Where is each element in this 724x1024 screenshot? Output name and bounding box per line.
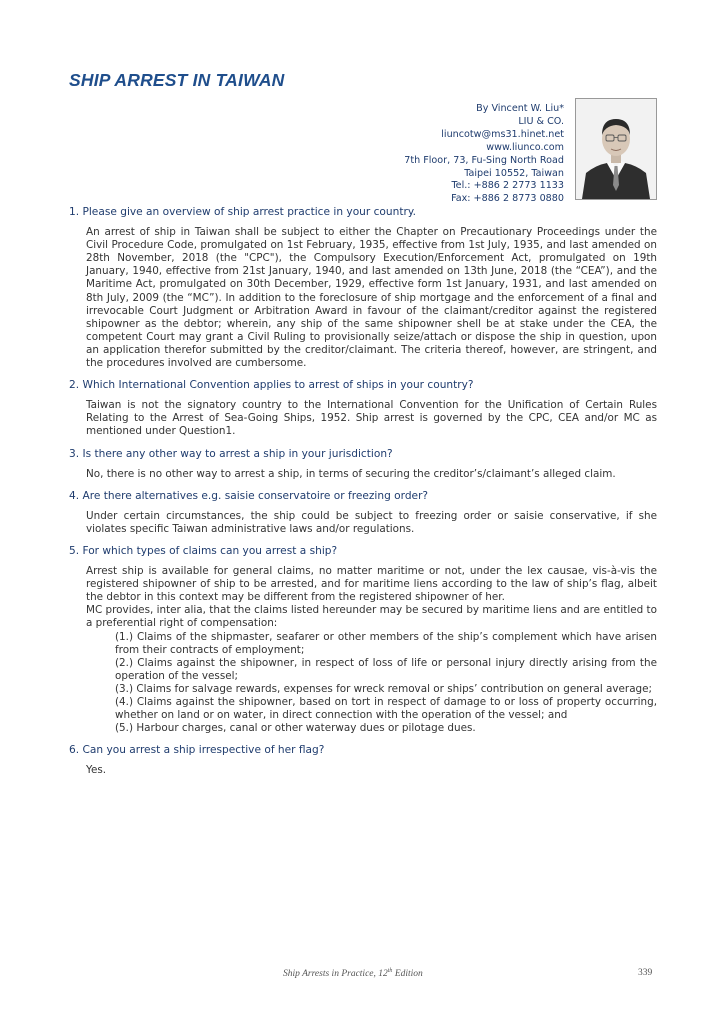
- answer-2-text: Taiwan is not the signatory country to the International Convention for the Unification of Certain Rules Relating to the Arrest of Sea-Going Ships, 1952. Ship arrest is governed by the CPC, CEA and/or MC as mentioned under Question1.: [86, 399, 657, 438]
- answer-5-intro: MC provides, inter alia, that the claims listed hereunder may be secured by maritime liens and are entitled to a preferential right of compensation:: [86, 604, 657, 630]
- answer-4: [86, 510, 657, 536]
- footer-publication: [283, 968, 423, 979]
- footer-edition-label: Edition: [392, 969, 423, 980]
- author-firm: LIU & CO.: [518, 115, 564, 127]
- question-2: 2. Which International Convention applies to arrest of ships in your country?: [69, 379, 474, 392]
- page-title: SHIP ARREST IN TAIWAN: [69, 70, 285, 90]
- author-email: liuncotw@ms31.hinet.net: [441, 128, 564, 140]
- footer-edition-suffix: th: [387, 968, 393, 974]
- answer-1: [86, 226, 657, 370]
- author-tel: Tel.: +886 2 2773 1133: [451, 180, 564, 192]
- author-block: [304, 103, 564, 206]
- author-portrait-image: [576, 99, 656, 199]
- list-item: (5.) Harbour charges, canal or other waterway dues or pilotage dues.: [115, 722, 476, 735]
- author-address-line1: 7th Floor, 73, Fu-Sing North Road: [404, 154, 564, 166]
- list-item: (2.) Claims against the shipowner, in respect of loss of life or personal injury directly arising from the operation of the vessel;: [115, 656, 657, 682]
- qa-content: [69, 206, 657, 786]
- question-1: 1. Please give an overview of ship arrest practice in your country.: [69, 206, 416, 218]
- answer-3-text: No, there is no other way to arrest a ship, in terms of securing the creditor’s/claimant’s alleged claim.: [86, 467, 616, 480]
- maritime-lien-claims-list: [115, 631, 657, 736]
- list-item: (4.) Claims against the shipowner, based on tort in respect of damage to or loss of property occurring, whether on land or on water, in direct connection with the operation of the vessel; and: [115, 696, 657, 722]
- question-4: 4. Are there alternatives e.g. saisie conservatoire or freezing order?: [69, 489, 429, 502]
- answer-6-text: Yes.: [86, 764, 107, 777]
- author-name: By Vincent W. Liu*: [476, 103, 564, 114]
- answer-6: [86, 764, 657, 777]
- answer-1-text: An arrest of ship in Taiwan shall be subject to either the Chapter on Precautionary Proceedings under the Civil Procedure Code, promulgated on 1st February, 1935, effective from 1st July, 1935, and last amended on 28th November, 2018 (the "CPC"), the Compulsory Execution/Enforcement Act, promulgated on 19th January, 1940, effective from 21st January, 1940, and last amended on 13th June, 2018 (the “CEA”), and the Maritime Act, promulgated on 30th December, 1929, effective form 1st January, 1931, and last amended on 8th July, 2009 (the “MC”). In addition to the foreclosure of ship mortgage and the enforcement of a final and irrevocable Court Judgment or Arbitration Award in favour of the claimant/creditor against the registered shipowner as the debtor; wherein, any ship of the same shipowner shell be at stake under the CEA, the competent Court may grant a Civil Ruling to provisionally seize/attach or dispose the ship in question, upon an application therefor submitted by the creditor/claimant. The criteria thereof, however, are stringent, and the procedures involved are cumbersome.: [86, 226, 657, 370]
- answer-4-text: Under certain circumstances, the ship could be subject to freezing order or saisie conservative, if she violates specific Taiwan administrative laws and/or regulations.: [86, 509, 657, 535]
- list-item: (1.) Claims of the shipmaster, seafarer or other members of the ship’s complement which have arisen from their contracts of employment;: [115, 630, 657, 656]
- question-6: 6. Can you arrest a ship irrespective of her flag?: [69, 744, 325, 757]
- author-fax: Fax: +886 2 8773 0880: [451, 193, 564, 205]
- answer-2: [86, 399, 657, 438]
- question-3: 3. Is there any other way to arrest a ship in your jurisdiction?: [69, 447, 393, 460]
- page-number: 339: [638, 968, 653, 978]
- question-5: 5. For which types of claims can you arrest a ship?: [69, 544, 338, 557]
- footer-publication-title: Ship Arrests in Practice, 12: [283, 969, 388, 980]
- author-photo: [575, 98, 657, 200]
- author-address-line2: Taipei 10552, Taiwan: [464, 167, 564, 179]
- answer-5: [86, 565, 657, 735]
- answer-5-text: Arrest ship is available for general claims, no matter maritime or not, under the lex causae, vis-à-vis the registered shipowner of ship to be arrested, and for maritime liens according to the law of ship’s flag, albeit the debtor in this context may be different from the registered shipowner of her.: [86, 565, 657, 604]
- author-website: www.liunco.com: [486, 141, 564, 153]
- list-item: (3.) Claims for salvage rewards, expenses for wreck removal or ships’ contribution on general average;: [115, 682, 653, 695]
- answer-3: [86, 468, 657, 481]
